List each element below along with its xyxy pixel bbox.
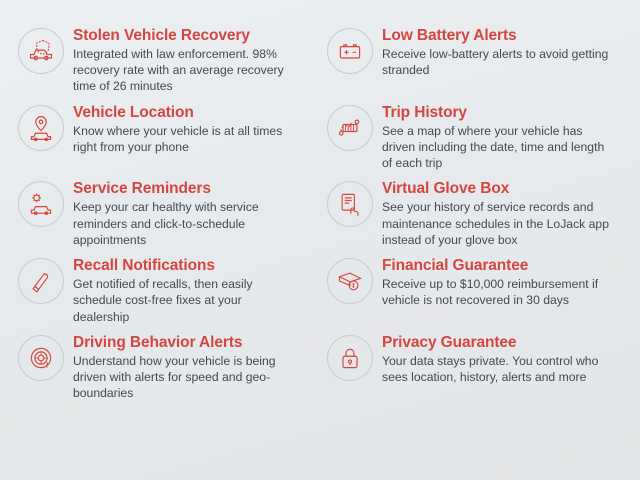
feature-title: Virtual Glove Box <box>382 180 510 198</box>
feature-description: Know where your vehicle is at all times right from your phone <box>73 123 283 154</box>
stolen-vehicle-recovery-icon <box>18 28 64 74</box>
feature-text <box>73 26 288 95</box>
virtual-glove-box-icon <box>327 181 373 227</box>
features-grid <box>18 26 622 402</box>
feature-title: Privacy Guarantee <box>382 333 517 351</box>
financial-guarantee-icon <box>327 258 373 304</box>
feature-text <box>382 103 617 172</box>
feature-title: Trip History <box>382 103 467 121</box>
feature-item-privacy-guarantee <box>327 333 622 402</box>
feature-item-vehicle-location <box>18 103 313 172</box>
feature-description: See your history of service records and maintenance schedules in the LoJack app instead of your glove box <box>382 200 609 247</box>
driving-behavior-alerts-icon <box>18 335 64 381</box>
feature-title: Stolen Vehicle Recovery <box>73 27 250 44</box>
feature-title: Low Battery Alerts <box>382 27 517 44</box>
feature-description: Receive up to $10,000 reimbursement if vehicle is not recovered in 30 days <box>382 277 599 308</box>
feature-item-service-reminders <box>18 179 313 248</box>
feature-item-trip-history <box>327 103 622 172</box>
feature-text <box>73 103 288 155</box>
feature-text <box>382 26 617 78</box>
feature-text <box>382 179 617 248</box>
feature-title: Recall Notifications <box>73 257 215 275</box>
low-battery-alerts-icon <box>327 28 373 74</box>
feature-description: See a map of where your vehicle has driven including the date, time and length of each trip <box>382 123 605 171</box>
feature-text <box>73 179 288 248</box>
feature-item-recall-notifications <box>18 256 313 325</box>
feature-description: Integrated with law enforcement. 98% recovery rate with an average recovery time of 26 minutes <box>73 47 284 94</box>
feature-item-financial-guarantee <box>327 256 622 325</box>
feature-item-low-battery-alerts <box>327 26 622 95</box>
feature-title: Service Reminders <box>73 180 211 198</box>
feature-item-stolen-vehicle-recovery <box>18 26 313 95</box>
vehicle-location-icon <box>18 105 64 151</box>
feature-description: Your data stays private. You control who sees location, history, alerts and more <box>382 353 599 385</box>
feature-description: Get notified of recalls, then easily schedule cost-free fixes at your dealership <box>73 277 253 324</box>
feature-text <box>73 256 288 325</box>
feature-description: Receive low-battery alerts to avoid getting stranded <box>382 47 609 78</box>
feature-item-driving-behavior-alerts <box>18 333 313 402</box>
feature-text <box>73 333 288 402</box>
privacy-guarantee-icon <box>327 335 373 381</box>
feature-text <box>382 333 617 385</box>
feature-description: Keep your car healthy with service reminders and click-to-schedule appointments <box>73 200 259 247</box>
trip-history-icon <box>327 105 373 151</box>
feature-item-virtual-glove-box <box>327 179 622 248</box>
feature-text <box>382 256 617 308</box>
feature-description: Understand how your vehicle is being driven with alerts for speed and geo-boundaries <box>73 353 276 401</box>
recall-notifications-icon <box>18 258 64 304</box>
feature-title: Driving Behavior Alerts <box>73 333 243 351</box>
feature-title: Financial Guarantee <box>382 257 529 275</box>
service-reminders-icon <box>18 181 64 227</box>
feature-title: Vehicle Location <box>73 103 194 121</box>
